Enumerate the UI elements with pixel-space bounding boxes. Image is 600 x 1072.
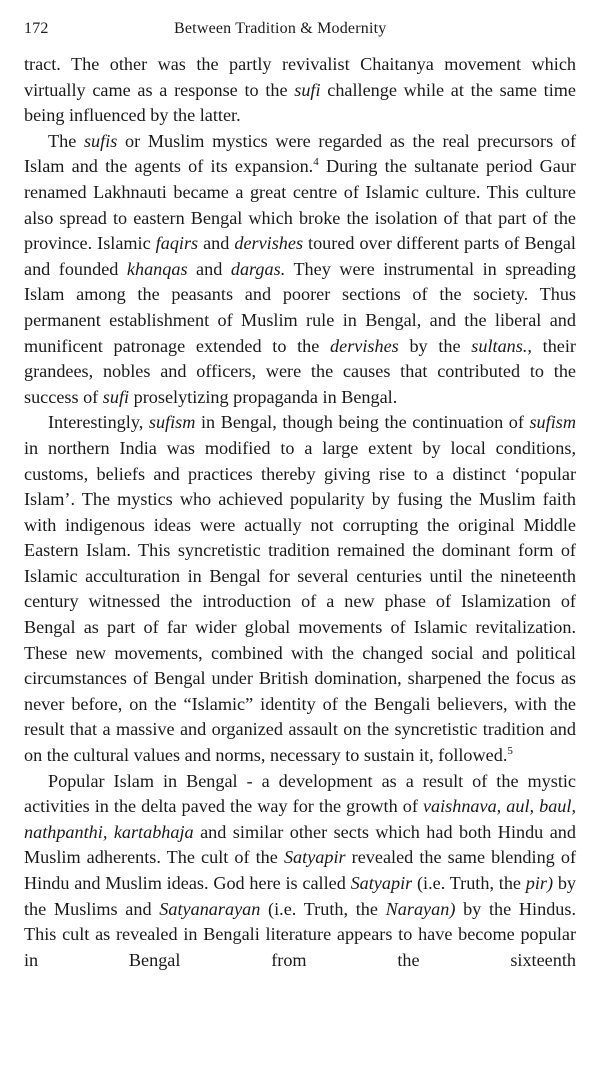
text-run: revealed the same blending of Hindu and Muslim ideas. God here is called (24, 847, 577, 893)
paragraph (24, 410, 576, 768)
paragraph (24, 52, 576, 129)
text-run: (i.e. Truth, the (260, 898, 386, 919)
italic-term: vaishnava, aul, baul, nathpanthi, kartabhaja (24, 796, 576, 842)
text-run: Interestingly, (48, 412, 149, 433)
italic-term: faqirs (155, 233, 199, 254)
text-run: by the (398, 335, 472, 356)
text-run: and (198, 233, 235, 254)
text-run: in northern India was modified to a large extent by local conditions, customs, beliefs and practices thereby giving rise to a distinct ‘popular Islam’. The mystics who achieved popularity by fusing the Muslim faith with indigenous ideas were actually not corrupting the original Middle Eastern Islam. This syncretistic tradition remained the dominant form of Islamic acculturation in Bengal for several centuries until the nineteenth century witnessed the introduction of a new phase of Islamization of Bengal as part of far wider global movements of Islamic revitalization. These new movements, combined with the changed social and political circumstances of Bengal under British domination, sharpened the focus as never before, on the “Islamic” identity of the Bengali believers, with the result that a massive and organized assault on the syncretistic tradition and on the cultural values and norms, necessary to sustain it, followed. (24, 437, 576, 766)
italic-term: sufi (102, 386, 130, 407)
italic-term: sufis (83, 130, 118, 151)
italic-term: sufi (294, 79, 321, 100)
italic-term: dervishes (234, 233, 304, 254)
book-page (24, 20, 576, 973)
page-number: 172 (24, 20, 49, 37)
text-run: by the Hindus. This cult as revealed in Bengali literature appears to have become popular in Bengal from the sixteenth (24, 898, 577, 970)
text-run: toured over different parts of Bengal and founded (24, 233, 576, 279)
footnote-ref: 5 (507, 744, 513, 757)
text-run: and similar other sects which had both Hindu and Muslim adherents. The cult of the (24, 821, 576, 868)
text-run: challenge while at the same time being influenced by the latter. (24, 79, 576, 126)
italic-term: Satyapir (350, 873, 413, 893)
italic-term: Satyapir (283, 847, 346, 868)
italic-term: sultans., (471, 335, 532, 356)
text-run: The (48, 130, 84, 151)
text-run: proselytizing propaganda in Bengal. (129, 386, 398, 407)
italic-term: sufism (529, 412, 576, 433)
text-run: or Muslim mystics were regarded as the real precursors of Islam and the agents of its expansion. (24, 130, 576, 177)
text-run: and (187, 258, 231, 279)
italic-term: Satyanarayan (159, 898, 261, 919)
text-run: in Bengal, though being the continuation of (195, 412, 530, 433)
text-run: During the sultanate period Gaur renamed Lakhnauti became a great centre of Islamic culture. This culture also spread to eastern Bengal which broke the isolation of that part of the province. Islamic (24, 156, 576, 254)
body-text (24, 52, 576, 973)
italic-term: pir) (525, 873, 554, 893)
italic-term: dargas. (230, 258, 286, 279)
text-run: tract. The other was the partly revivalist Chaitanya movement which virtually came as a response to the (24, 54, 576, 100)
running-head (24, 20, 576, 50)
text-run: They were instrumental in spreading Islam among the peasants and poorer sections of the society. Thus permanent establishment of Muslim rule in Bengal, and the liberal and munificent patronage extended to the (24, 258, 577, 356)
italic-term: sufism (148, 412, 196, 433)
footnote-ref: 4 (313, 156, 319, 169)
italic-term: Narayan) (385, 898, 456, 919)
paragraph (24, 769, 576, 974)
text-run: by the Muslims and (24, 873, 577, 919)
italic-term: khanqas (126, 258, 188, 279)
running-title: Between Tradition & Modernity (174, 20, 387, 37)
text-run: Popular Islam in Bengal - a development as a result of the mystic activities in the delta paved the way for the growth of (24, 770, 576, 817)
paragraph (24, 129, 576, 411)
italic-term: dervishes (330, 335, 399, 356)
text-run: their grandees, nobles and officers, were the causes that contributed to the success of (24, 335, 576, 407)
text-run: (i.e. Truth, the (412, 873, 526, 893)
